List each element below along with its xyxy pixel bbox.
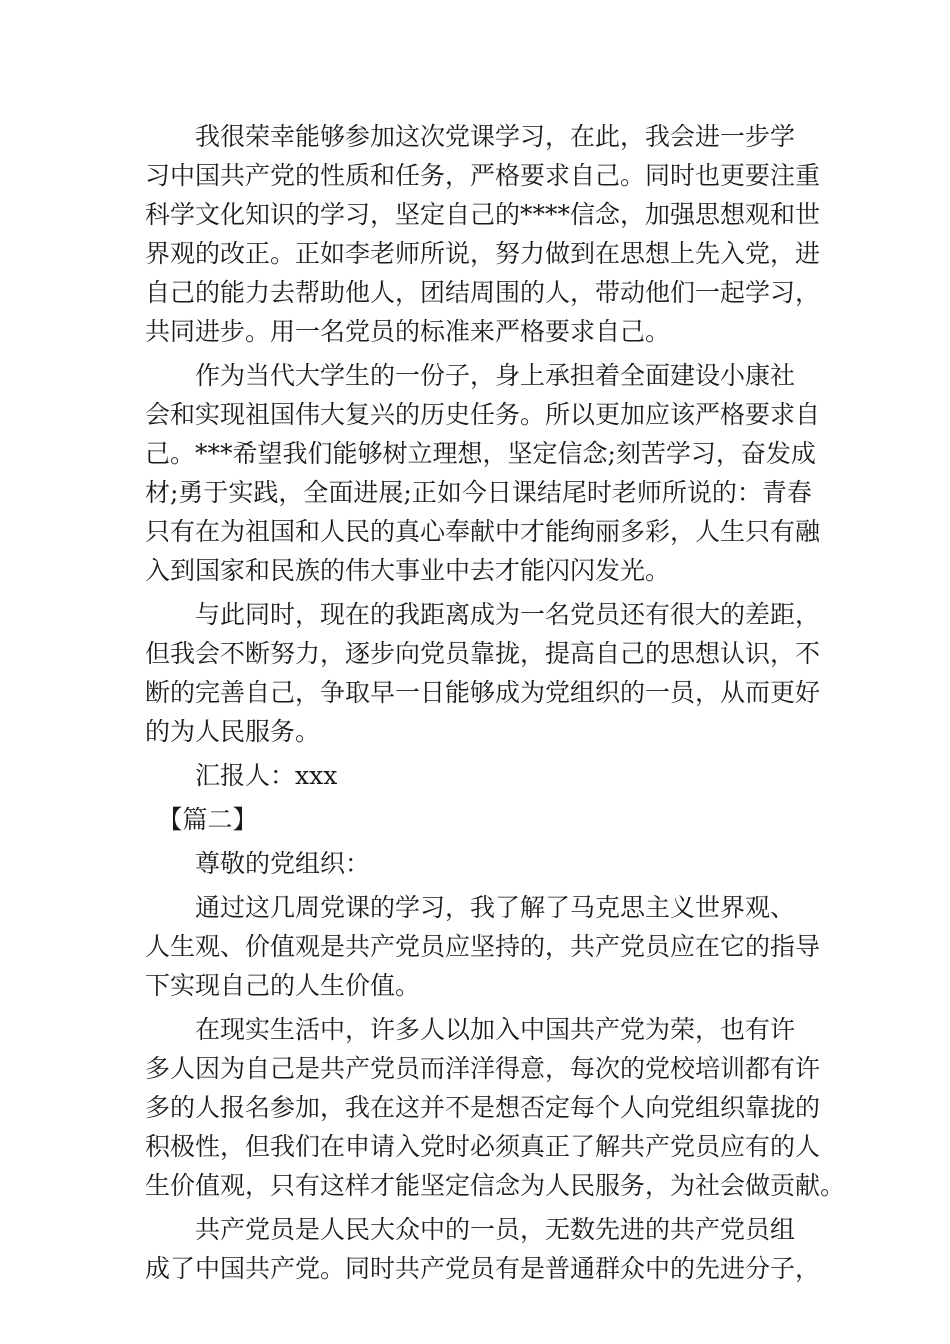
text-line: 在现实生活中，许多人以加入中国共产党为荣，也有许 <box>145 1015 796 1044</box>
paragraph-1 <box>145 117 821 351</box>
paragraph-5 <box>145 1010 846 1205</box>
salutation-text: 尊敬的党组织： <box>145 849 371 878</box>
text-line: 的为人民服务。 <box>145 717 321 746</box>
text-line: 自己的能力去帮助他人，团结周围的人，带动他们一起学习， <box>145 278 821 307</box>
section-title: 【篇二】 <box>145 805 258 834</box>
text-line: 己。***希望我们能够树立理想，坚定信念;刻苦学习，奋发成 <box>145 439 816 468</box>
reporter-text: 汇报人：xxx <box>145 761 338 790</box>
salutation <box>145 844 805 883</box>
text-line: 多的人报名参加，我在这并不是想否定每个人向党组织靠拢的 <box>145 1093 821 1122</box>
text-line: 我很荣幸能够参加这次党课学习，在此，我会进一步学 <box>145 122 796 151</box>
text-line: 共同进步。用一名党员的标准来严格要求自己。 <box>145 317 671 346</box>
text-line: 共产党员是人民大众中的一员，无数先进的共产党员组 <box>145 1215 796 1244</box>
text-line: 作为当代大学生的一份子，身上承担着全面建设小康社 <box>145 361 796 390</box>
paragraph-2 <box>145 356 821 590</box>
text-line: 习中国共产党的性质和任务，严格要求自己。同时也更要注重 <box>145 161 821 190</box>
text-line: 生价值观，只有这样才能坚定信念为人民服务，为社会做贡献。 <box>145 1171 846 1200</box>
paragraph-4 <box>145 888 821 1005</box>
reporter-line <box>145 756 805 795</box>
text-line: 材;勇于实践，全面进展;正如今日课结尾时老师所说的：青春 <box>145 478 812 507</box>
text-line: 会和实现祖国伟大复兴的历史任务。所以更加应该严格要求自 <box>145 400 821 429</box>
text-line: 人生观、价值观是共产党员应坚持的，共产党员应在它的指导 <box>145 932 821 961</box>
document-body <box>145 117 846 1288</box>
text-line: 多人因为自己是共产党员而洋洋得意，每次的党校培训都有许 <box>145 1054 821 1083</box>
text-line: 只有在为祖国和人民的真心奉献中才能绚丽多彩，人生只有融 <box>145 517 821 546</box>
paragraph-6 <box>145 1210 821 1288</box>
paragraph-3 <box>145 595 821 751</box>
text-line: 但我会不断努力，逐步向党员靠拢，提高自己的思想认识，不 <box>145 639 821 668</box>
text-line: 科学文化知识的学习，坚定自己的****信念，加强思想观和世 <box>145 200 821 229</box>
text-line: 通过这几周党课的学习，我了解了马克思主义世界观、 <box>145 893 796 922</box>
text-line: 积极性，但我们在申请入党时必须真正了解共产党员应有的人 <box>145 1132 821 1161</box>
text-line: 成了中国共产党。同时共产党员有是普通群众中的先进分子， <box>145 1254 821 1283</box>
text-line: 与此同时，现在的我距离成为一名党员还有很大的差距， <box>145 600 821 629</box>
text-line: 界观的改正。正如李老师所说，努力做到在思想上先入党，进 <box>145 239 821 268</box>
text-line: 下实现自己的人生价值。 <box>145 971 421 1000</box>
section-heading <box>145 800 805 839</box>
text-line: 断的完善自己，争取早一日能够成为党组织的一员，从而更好 <box>145 678 821 707</box>
text-line: 入到国家和民族的伟大事业中去才能闪闪发光。 <box>145 556 671 585</box>
